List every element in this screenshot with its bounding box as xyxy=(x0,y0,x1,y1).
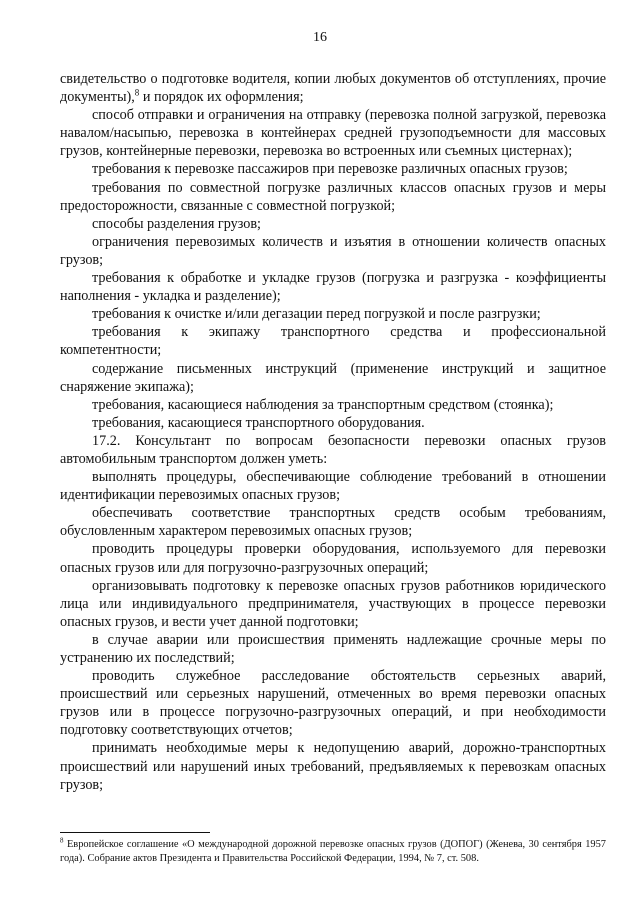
paragraph: проводить процедуры проверки оборудования, используемого для перевозки опасных грузов или для погрузочно-разгрузочных операций; xyxy=(60,541,606,576)
paragraph: требования к обработке и укладке грузов (погрузка и разгрузка - коэффициенты наполнения - укладка и разделение); xyxy=(60,270,606,305)
paragraph: ограничения перевозимых количеств и изъятия в отношении количеств опасных грузов; xyxy=(60,233,606,268)
paragraph: принимать необходимые меры к недопущению аварий, дорожно-транспортных происшествий или нарушений иных требований, предъявляемых к перевозкам опасных грузов; xyxy=(60,740,606,793)
paragraph: организовывать подготовку к перевозке опасных грузов работников юридического лица или индивидуального предпринимателя, участвующих в процессе перевозки опасных грузов, и вести учет данной подготовки; xyxy=(60,577,606,630)
footnote-text: Европейское соглашение «О международной дорожной перевозке опасных грузов (ДОПОГ) (Женева, 30 сентября 1957 года). Собрание актов Президента и Правительства Российской Федерации, 1994, № 7, ст. 508. xyxy=(60,839,606,864)
footnote-divider xyxy=(60,832,210,833)
footnote xyxy=(60,838,606,865)
paragraph: требования по совместной погрузке различных классов опасных грузов и меры предосторожности, связанные с совместной погрузкой; xyxy=(60,179,606,214)
paragraph: проводить служебное расследование обстоятельств серьезных аварий, происшествий или серьезных нарушений, отмеченных во время перевозки опасных грузов или в процессе погрузочно-разгрузочных операций, и при необходимости подготовку соответствующих отчетов; xyxy=(60,668,606,739)
paragraph-text: свидетельство о подготовке водителя, копии любых документов об отступлениях, прочие документы), xyxy=(60,71,606,106)
section-heading-paragraph: 17.2. Консультант по вопросам безопасности перевозки опасных грузов автомобильным транспортом должен уметь: xyxy=(60,432,606,467)
paragraph: выполнять процедуры, обеспечивающие соблюдение требований в отношении идентификации перевозимых опасных грузов; xyxy=(60,469,606,504)
paragraph-text-after: и порядок их оформления; xyxy=(139,89,304,106)
paragraph: способ отправки и ограничения на отправку (перевозка полной загрузкой, перевозка навалом/насыпью, перевозка в контейнерах средней грузоподъемности для массовых грузов, контейнерные перевозки, перевозка во встроенных или съемных цистернах); xyxy=(60,107,606,160)
paragraph: требования, касающиеся транспортного оборудования. xyxy=(92,414,425,431)
paragraph: требования к очистке и/или дегазации перед погрузкой и после разгрузки; xyxy=(92,306,541,323)
paragraph: требования к перевозке пассажиров при перевозке различных опасных грузов; xyxy=(92,161,568,178)
paragraph: требования к экипажу транспортного средства и профессиональной компетентности; xyxy=(60,324,606,359)
paragraph: в случае аварии или происшествия применять надлежащие срочные меры по устранению их последствий; xyxy=(60,631,606,666)
footnote-reference: 8 xyxy=(134,87,140,98)
paragraph: обеспечивать соответствие транспортных средств особым требованиям, обусловленным характером перевозимых опасных грузов; xyxy=(60,505,606,540)
body-text xyxy=(60,70,606,794)
paragraph: содержание письменных инструкций (применение инструкций и защитное снаряжение экипажа); xyxy=(60,360,606,395)
paragraph: способы разделения грузов; xyxy=(92,215,261,232)
paragraph: требования, касающиеся наблюдения за транспортным средством (стоянка); xyxy=(92,396,554,413)
page-number: 16 xyxy=(313,30,327,45)
paragraph-continuation xyxy=(60,70,606,106)
footnote-marker: 8 xyxy=(60,836,64,845)
